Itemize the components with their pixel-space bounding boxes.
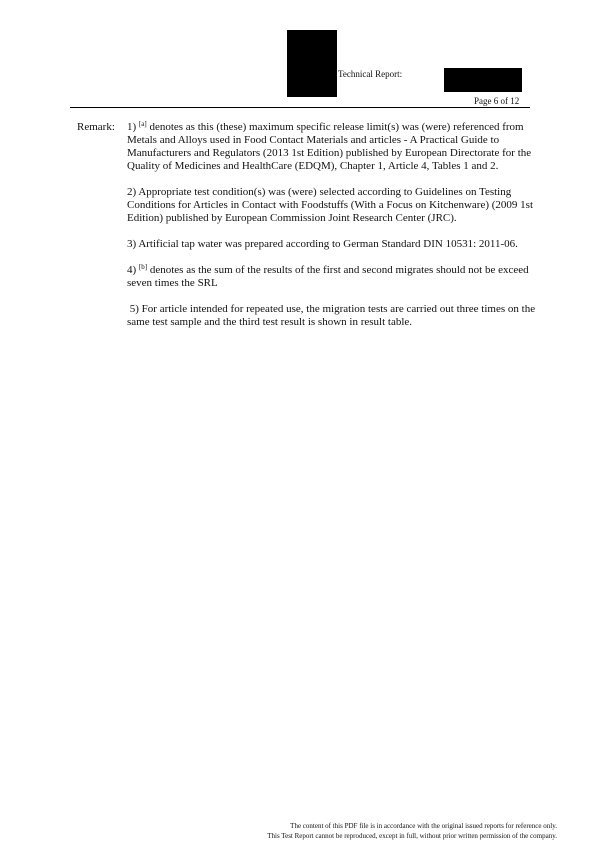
remark-number: 3) [127, 238, 137, 250]
remark-text: denotes as the sum of the results of the first and second migrates should not be exceed seven times the SRL [127, 264, 529, 289]
remark-number: 4) [127, 264, 137, 276]
redacted-logo-block [287, 30, 337, 97]
remarks-list [127, 121, 537, 342]
remark-text: For article intended for repeated use, the migration tests are carried out three times on the same test sample and the third test result is shown in result table. [127, 303, 536, 328]
footer-line-2: This Test Report cannot be reproduced, except in full, without prior written permission of the company. [267, 832, 557, 840]
remark-item-3 [127, 238, 537, 251]
report-title: Technical Report: [338, 69, 403, 79]
remark-item-1 [127, 121, 537, 173]
remark-item-5 [127, 303, 537, 329]
footer-disclaimer [267, 821, 557, 841]
remark-item-4 [127, 264, 537, 290]
header-divider [70, 107, 530, 108]
remark-number: 5) [129, 303, 139, 315]
remark-text: denotes as this (these) maximum specific release limit(s) was (were) referenced from Metals and Alloys used in Food Contact Materials and articles - A Practical Guide to Manufacturers and Regulators (2013 1st Edition) published by European Directorate for the Quality of Medicines and HealthCare (EDQM), Chapter 1, Article 4, Tables 1 and 2. [127, 121, 532, 172]
remark-number: 2) [127, 186, 137, 198]
redacted-report-number [444, 68, 522, 92]
remark-number: 1) [127, 121, 137, 133]
remark-text: Artificial tap water was prepared according to German Standard DIN 10531: 2011-06. [138, 238, 518, 250]
footnote-marker: [a] [138, 120, 147, 128]
page-number: Page 6 of 12 [474, 96, 520, 106]
remark-label: Remark: [77, 121, 115, 133]
footer-line-1: The content of this PDF file is in accordance with the original issued reports for reference only. [290, 822, 557, 830]
footnote-marker: [b] [138, 263, 148, 271]
remark-text: Appropriate test condition(s) was (were) selected according to Guidelines on Testing Conditions for Articles in Contact with Foodstuffs (With a Focus on Kitchenware) (2009 1st Edition) published by European Commission Joint Research Center (JRC). [127, 186, 534, 224]
remark-item-2 [127, 186, 537, 225]
